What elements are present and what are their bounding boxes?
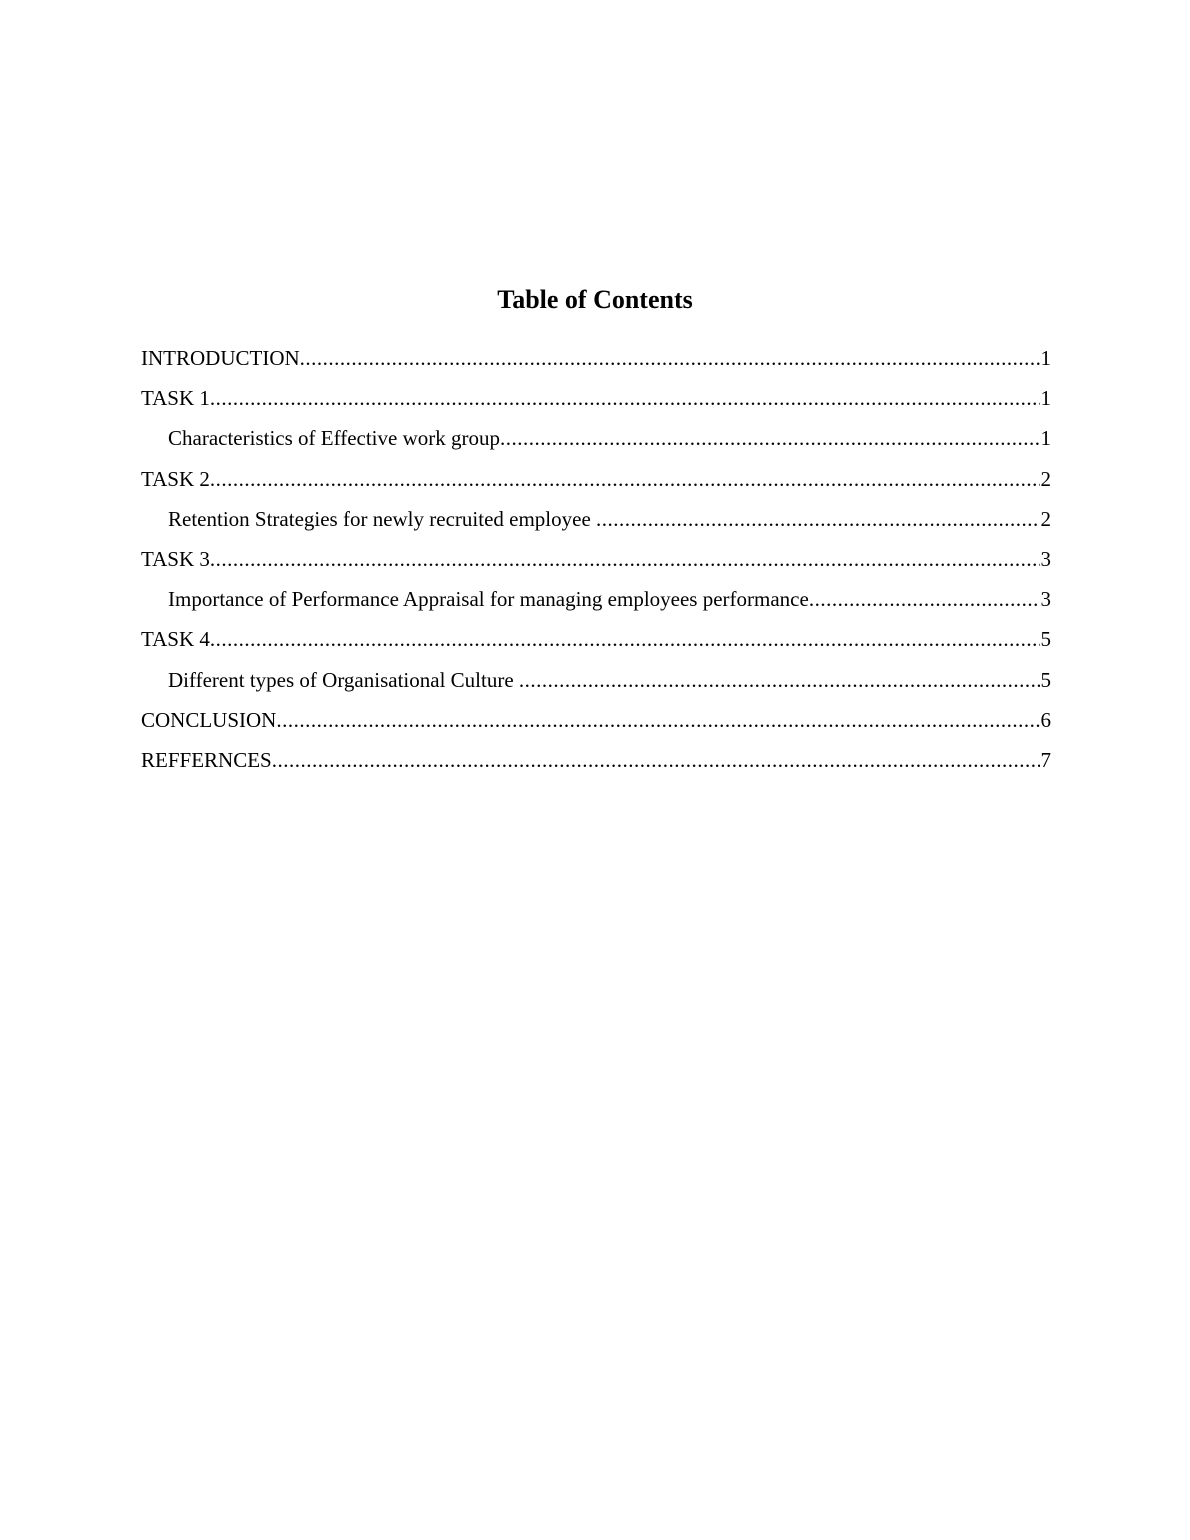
toc-entry-retention-strategies[interactable] xyxy=(141,499,1051,539)
toc-entry-label: TASK 2 xyxy=(141,466,210,491)
toc-entry-label: CONCLUSION xyxy=(141,707,277,732)
toc-entry-task-2[interactable] xyxy=(141,459,1051,499)
toc-page-number: 6 xyxy=(1040,707,1051,732)
dot-leader xyxy=(210,459,1040,499)
toc-entry-label: Characteristics of Effective work group xyxy=(168,426,500,451)
toc-entry-conclusion[interactable] xyxy=(141,700,1051,740)
toc-entry-introduction[interactable] xyxy=(141,338,1051,378)
dot-leader xyxy=(300,338,1040,378)
toc-entry-task-3[interactable] xyxy=(141,539,1051,579)
toc-page-number: 2 xyxy=(1040,506,1051,531)
dot-leader xyxy=(210,539,1040,579)
toc-entry-characteristics[interactable] xyxy=(141,418,1051,458)
toc-page-number: 5 xyxy=(1040,667,1051,692)
toc-entry-label: Importance of Performance Appraisal for managing employees performance xyxy=(168,587,809,612)
page-title: Table of Contents xyxy=(497,285,693,314)
dot-leader xyxy=(809,579,1040,619)
toc-page-number: 5 xyxy=(1040,627,1051,652)
toc-entry-label: TASK 3 xyxy=(141,546,210,571)
toc-entry-organisational-culture[interactable] xyxy=(141,660,1051,700)
toc-page-number: 7 xyxy=(1040,747,1051,772)
toc-entry-references[interactable] xyxy=(141,740,1051,780)
toc-page-number: 3 xyxy=(1040,587,1051,612)
toc-page-number: 3 xyxy=(1040,546,1051,571)
toc-entry-label: INTRODUCTION xyxy=(141,346,300,370)
toc-entry-label: TASK 1 xyxy=(141,386,210,411)
toc-page-number: 2 xyxy=(1040,466,1051,491)
dot-leader xyxy=(210,378,1040,418)
toc-page-number: 1 xyxy=(1040,346,1051,370)
toc-page-number: 1 xyxy=(1040,426,1051,451)
toc-entry-label: TASK 4 xyxy=(141,627,210,652)
dot-leader xyxy=(519,660,1040,700)
toc-page-number: 1 xyxy=(1040,386,1051,411)
toc-entry-label: Different types of Organisational Culture xyxy=(168,667,519,692)
toc-entry-label: REFFERNCES xyxy=(141,747,272,772)
dot-leader xyxy=(272,740,1040,780)
dot-leader xyxy=(210,619,1040,659)
table-of-contents xyxy=(141,338,1051,780)
toc-entry-label: Retention Strategies for newly recruited employee xyxy=(168,506,597,531)
dot-leader xyxy=(276,700,1039,740)
toc-entry-performance-appraisal[interactable] xyxy=(141,579,1051,619)
toc-entry-task-4[interactable] xyxy=(141,619,1051,659)
dot-leader xyxy=(500,418,1040,458)
dot-leader xyxy=(596,499,1039,539)
toc-entry-task-1[interactable] xyxy=(141,378,1051,418)
